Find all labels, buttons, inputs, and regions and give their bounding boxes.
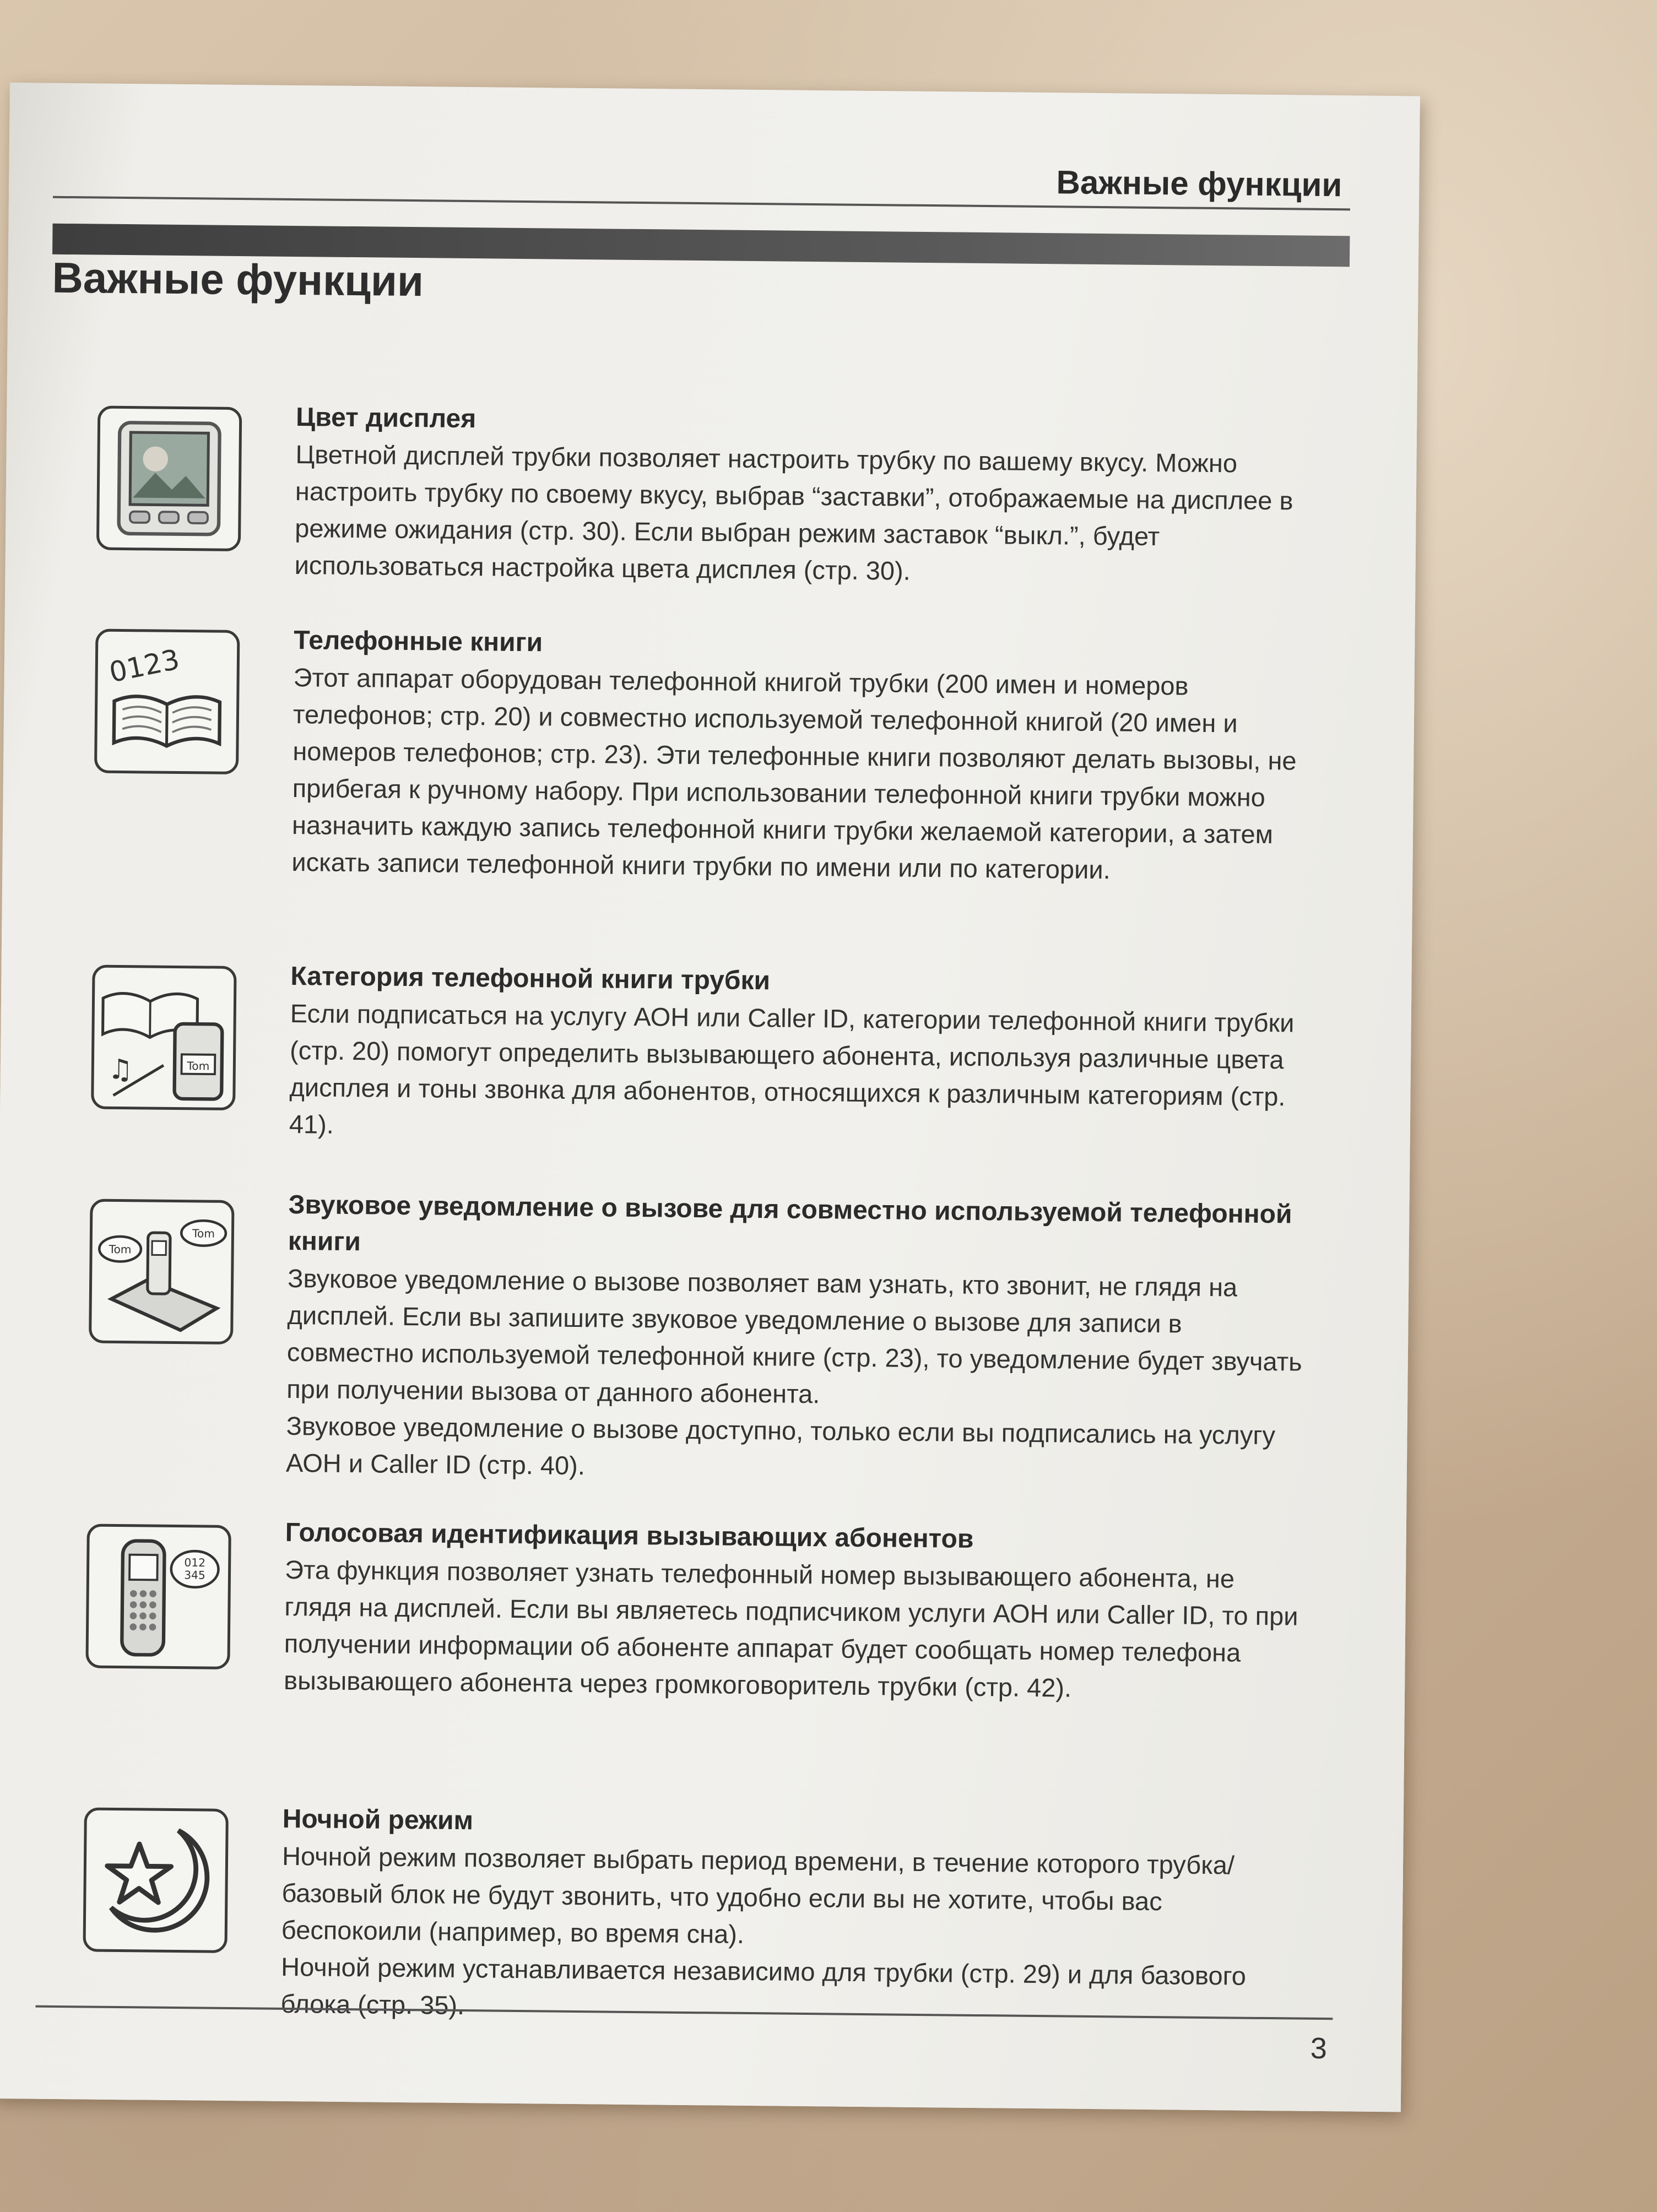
page-title: Важные функции	[52, 253, 424, 306]
svg-text:♫: ♫	[107, 1053, 133, 1086]
phonebook-digits: 0123	[106, 643, 182, 689]
section-title: Голосовая идентификация вызывающих абонентов	[285, 1517, 974, 1554]
contact-name-label: Tom	[187, 1059, 210, 1073]
phonebooks-text	[291, 622, 1313, 890]
section-phonebook-category	[2, 956, 1412, 1139]
section-body: Этот аппарат оборудован телефонной книгой трубки (200 имен и номеров телефонов; стр. 20) и совместно используемой телефонной книгой (20 имен и номеров телефонов; стр. 23). Эти телефонные книги позволяют делать вызовы, не прибегая к ручному набору. При использовании телефонной книги трубки можно назначить каждую запись телефонной книги трубки желаемой категории, а затем искать записи телефонной книги трубки по имени или по категории.	[291, 662, 1297, 885]
section-title: Телефонные книги	[294, 625, 543, 658]
section-voice-caller-id	[0, 1512, 1406, 1703]
speech-bubble-name: Tom	[192, 1227, 215, 1240]
speech-bubble-name: Tom	[109, 1243, 132, 1256]
talking-caller-id-text	[286, 1187, 1308, 1491]
page-number: 3	[1310, 2031, 1328, 2065]
moon-star-icon	[83, 1807, 229, 1953]
night-mode-text	[280, 1801, 1302, 2032]
display-color-icon	[96, 406, 242, 552]
section-body-note: Звуковое уведомление о вызове доступно, только если вы подписались на услугу АОН и Caller ID (стр. 40).	[285, 1411, 1276, 1481]
phonebook-icon	[94, 629, 240, 775]
section-body: Если подписаться на услугу АОН или Caller ID, категории телефонной книги трубки (стр. 20) помогут определить вызывающего абонента, используя различные цвета дисплея и тоны звонка для абонентов, относящихся к различным категориям (стр. 41).	[289, 998, 1295, 1139]
caller-number-line2: 345	[184, 1568, 205, 1582]
section-body: Звуковое уведомление о вызове позволяет вам узнать, кто звонит, не глядя на дисплей. Если вы запишите звуковое уведомление о вызове для записи в совместно используемой телефонной книге (стр. 23), то уведомление будет звучать при получении вызова от данного абонента.	[286, 1263, 1302, 1409]
section-talking-caller-id	[0, 1184, 1410, 1481]
section-body: Эта функция позволяет узнать телефонный номер вызывающего абонента, не глядя на дисплей. Если вы являетесь подписчиком услуги АОН или Caller ID, то при получении информации об абоненте аппарат будет сообщать номер телефона вызывающего абонента через громкоговоритель трубки (стр. 42).	[283, 1554, 1298, 1703]
display-color-text	[294, 399, 1315, 593]
section-display-color	[7, 397, 1417, 585]
phonebook-category-icon	[91, 965, 237, 1111]
section-title: Звуковое уведомление о вызове для совместно используемой телефонной книги	[288, 1190, 1292, 1257]
section-body: Цветной дисплей трубки позволяет настроить трубку по вашему вкусу. Можно настроить трубку по своему вкусу, выбрав “заставки”, отображаемые на дисплее в режиме ожидания (стр. 30). Если выбран режим заставок “выкл.”, будет использоваться настройка цвета дисплея (стр. 30).	[294, 440, 1293, 585]
phonebook-category-text	[289, 958, 1310, 1152]
voice-caller-id-text	[284, 1515, 1304, 1709]
section-night-mode	[0, 1798, 1404, 2020]
manual-page	[0, 83, 1420, 2112]
talking-base-icon	[89, 1199, 235, 1344]
section-title: Ночной режим	[282, 1804, 474, 1836]
handset-number-icon	[85, 1524, 231, 1669]
caller-number-line1: 012	[184, 1555, 206, 1570]
section-title: Категория телефонной книги трубки	[290, 961, 771, 996]
section-title: Цвет дисплея	[295, 403, 476, 434]
section-body-note: Ночной режим устанавливается независимо для трубки (стр. 29) и для базового блока (стр. 35).	[280, 1951, 1247, 2020]
section-phonebooks	[5, 620, 1415, 885]
running-header: Важные функции	[1056, 164, 1342, 204]
section-body: Ночной режим позволяет выбрать период времени, в течение которого трубка/базовый блок не будут звонить, что удобно если вы не хотите, чтобы вас беспокоили (например, во время сна).	[281, 1841, 1235, 1949]
